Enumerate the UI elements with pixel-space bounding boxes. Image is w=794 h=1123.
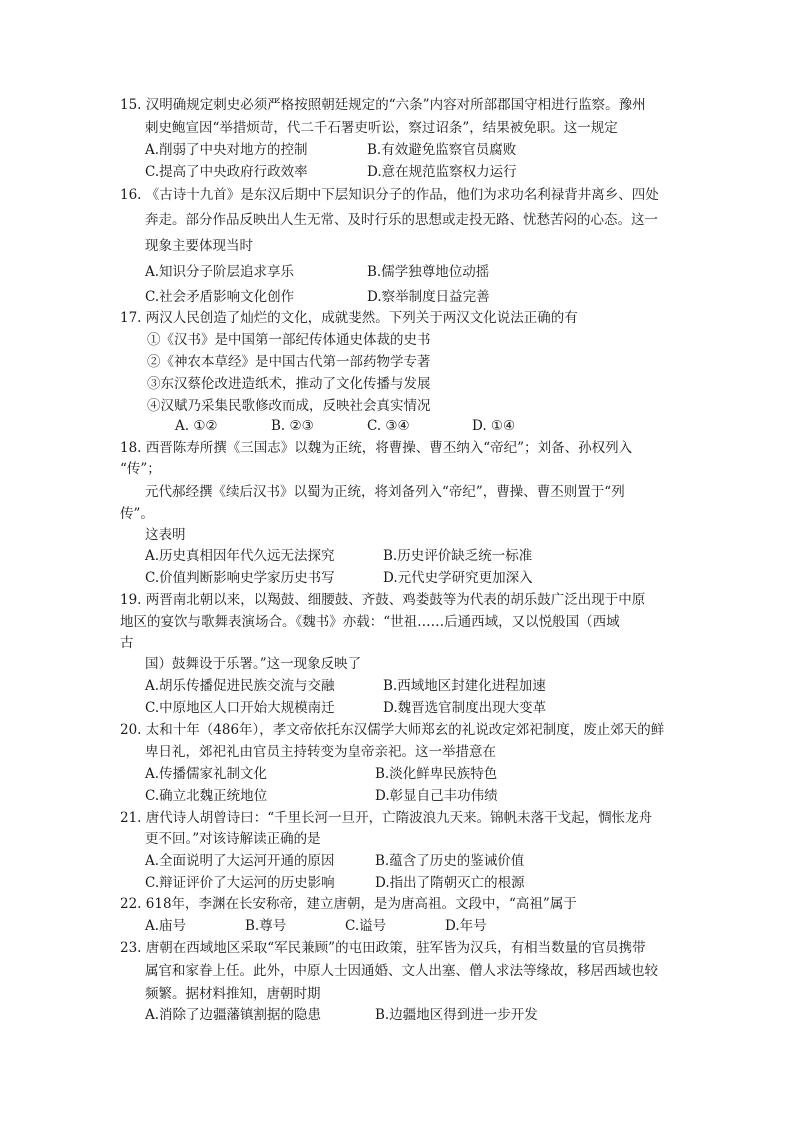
question-22-option-a: A.庙号 — [145, 918, 187, 934]
question-15-option-c: C.提高了中央政府行政效率 — [145, 164, 308, 180]
question-18-line-5: 这表明 — [145, 527, 186, 543]
question-17-line-1: 17. 两汉人民创造了灿烂的文化，成就斐然。下列关于两汉文化说法正确的有 — [120, 310, 578, 326]
question-16-option-a: A.知识分子阶层追求享乐 — [145, 264, 295, 280]
question-19-line-1: 19. 两晋南北朝以来，以羯鼓、细腰鼓、齐鼓、鸡娄鼓等为代表的胡乐鼓广泛出现于中原 — [120, 592, 646, 608]
question-22-option-c: C.谥号 — [345, 918, 387, 934]
question-20-line-2: 卑日礼，郊祀礼由官员主持转变为皇帝亲祀。这一举措意在 — [145, 744, 496, 760]
question-16-line-1: 16. 《古诗十九首》是东汉后期中下层知识分子的作品，他们为求功名利禄背井离乡、四处 — [120, 187, 659, 203]
question-18-line-2: “传”； — [120, 461, 161, 477]
question-23-option-b: B.边疆地区得到进一步开发 — [375, 1007, 538, 1023]
question-23-line-1: 23. 唐朝在西域地区采取“军民兼顾”的屯田政策，驻军皆为汉兵，有相当数量的官员携带 — [120, 940, 646, 956]
question-21-option-d: D.指出了隋朝灭亡的根源 — [375, 875, 525, 891]
question-20-option-b: B.淡化鲜卑民族特色 — [375, 766, 498, 782]
question-23-option-a: A.消除了边疆藩镇割据的隐患 — [145, 1007, 322, 1023]
question-23-line-3: 频繁。据材料推知，唐朝时期 — [145, 986, 321, 1002]
question-17-statement-3: ③东汉蔡伦改进造纸术，推动了文化传播与发展 — [147, 376, 431, 392]
question-22-option-d: D.年号 — [445, 918, 487, 934]
question-15-option-d: D.意在规范监察权力运行 — [367, 164, 517, 180]
question-19-option-c: C.中原地区人口开始大规模南迁 — [145, 700, 335, 716]
question-17-statement-2: ②《神农本草经》是中国古代第一部药物学专著 — [147, 354, 431, 370]
question-18-line-3: 元代郝经撰《续后汉书》以蜀为正统，将刘备列入“帝纪”，曹操、曹丕则置于“列 — [145, 484, 625, 500]
question-20-option-a: A.传播儒家礼制文化 — [145, 766, 268, 782]
question-21-line-2: 更不回。”对该诗解读正确的是 — [145, 831, 321, 847]
question-17-statement-4: ④汉赋乃采集民歌修改而成，反映社会真实情况 — [147, 398, 431, 414]
question-18-option-d: D.元代史学研究更加深入 — [383, 570, 533, 586]
question-21-option-a: A.全面说明了大运河开通的原因 — [145, 853, 335, 869]
question-19-line-4: 国）鼓舞设于乐署。”这一现象反映了 — [145, 656, 362, 672]
question-18-option-a: A.历史真相因年代久远无法探究 — [145, 548, 335, 564]
question-22-option-b: B.尊号 — [245, 918, 287, 934]
question-17-option-b: B. ②③ — [271, 418, 314, 434]
question-20-option-d: D.彰显自己丰功伟绩 — [375, 788, 498, 804]
question-21-option-c: C.辩证评价了大运河的历史影响 — [145, 875, 335, 891]
question-23-line-2: 属官和家眷上任。此外，中原人士因通婚、文人出塞、僧人求法等缘故，移居西域也较 — [145, 963, 658, 979]
question-22-line-1: 22. 618年，李渊在长安称帝，建立唐朝，是为唐高祖。文段中，“高祖”属于 — [120, 896, 577, 912]
question-18-line-1: 18. 西晋陈寿所撰《三国志》以魏为正统，将曹操、曹丕纳入“帝纪”；刘备、孙权列入 — [120, 440, 633, 456]
question-18-option-b: B.历史评价缺乏统一标准 — [383, 548, 533, 564]
question-17-option-c: C. ③④ — [367, 418, 410, 434]
question-16-line-2: 奔走。部分作品反映出人生无常、及时行乐的思想或走投无路、忧愁苦闷的心态。这一 — [145, 212, 658, 228]
question-19-line-2: 地区的宴饮与歌舞表演场合。《魏书》亦载：“世祖……后通西域，又以悦般国（西域 — [120, 614, 620, 630]
question-18-line-4: 传”。 — [120, 506, 154, 522]
question-16-option-c: C.社会矛盾影响文化创作 — [145, 289, 295, 305]
question-19-option-d: D.魏晋选官制度出现大变革 — [383, 700, 547, 716]
question-16-option-b: B.儒学独尊地位动摇 — [367, 264, 490, 280]
question-15-option-b: B.有效避免监察官员腐败 — [367, 142, 517, 158]
question-19-line-3: 古 — [120, 635, 134, 651]
question-15-line-1: 15. 汉明确规定刺史必须严格按照朝廷规定的“六条”内容对所部郡国守相进行监察。豫州 — [120, 97, 646, 113]
question-16-line-3: 现象主要体现当时 — [145, 238, 253, 254]
question-15-line-2: 刺史鲍宣因“举措烦苛，代二千石署吏听讼，察过诏条”，结果被免职。这一规定 — [145, 120, 618, 136]
question-19-option-a: A.胡乐传播促进民族交流与交融 — [145, 678, 335, 694]
question-21-option-b: B.蕴含了历史的鉴诫价值 — [375, 853, 525, 869]
question-19-option-b: B.西域地区封建化进程加速 — [383, 678, 546, 694]
question-15-option-a: A.削弱了中央对地方的控制 — [145, 142, 308, 158]
question-21-line-1: 21. 唐代诗人胡曾诗曰：“千里长河一旦开，亡隋波浪九天来。锦帆未落干戈起，惆怅龙舟 — [120, 810, 653, 826]
question-17-option-a: A. ①② — [175, 418, 218, 434]
question-17-statement-1: ①《汉书》是中国第一部纪传体通史体裁的史书 — [147, 332, 431, 348]
question-20-line-1: 20. 太和十年（486年），孝文帝依托东汉儒学大师郑玄的礼说改定郊祀制度，废止郊天的鲜 — [120, 722, 665, 738]
question-16-option-d: D.察举制度日益完善 — [367, 289, 490, 305]
question-17-option-d: D. ①④ — [472, 418, 516, 434]
question-20-option-c: C.确立北魏正统地位 — [145, 788, 268, 804]
question-18-option-c: C.价值判断影响史学家历史书写 — [145, 570, 335, 586]
